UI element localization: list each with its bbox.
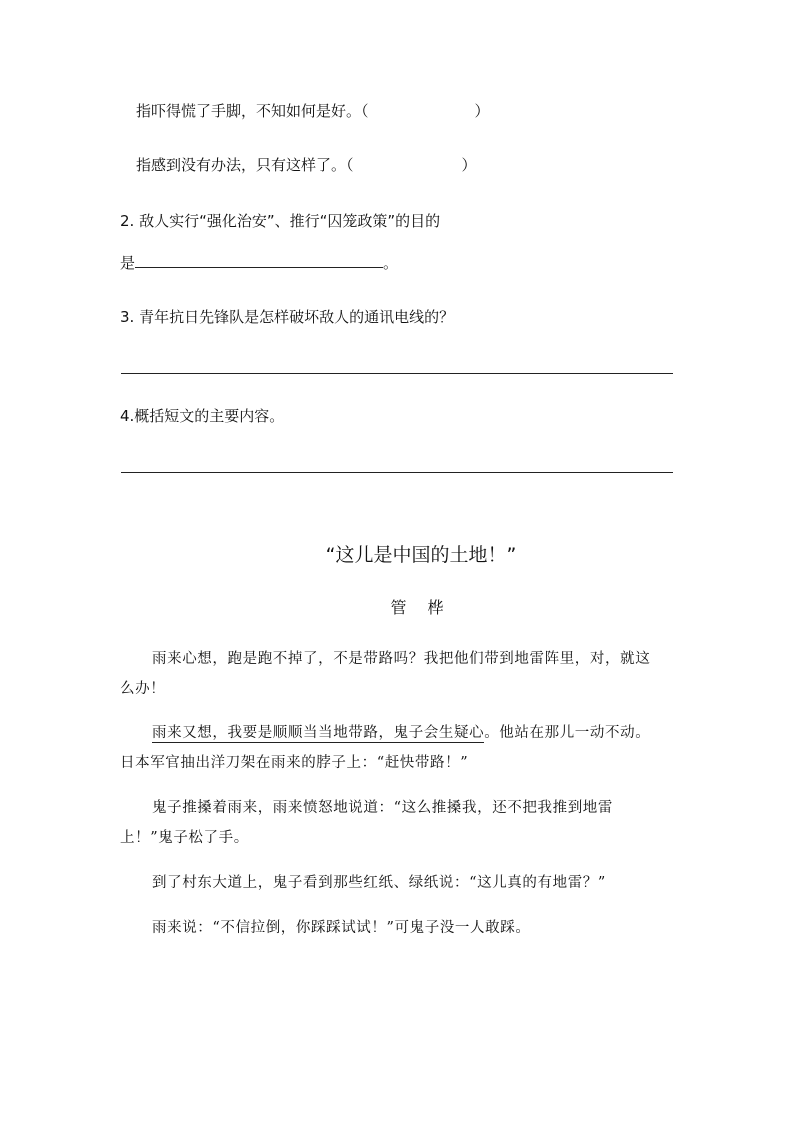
answer-paren-open: （ — [361, 102, 369, 120]
article-paragraph-5: 雨来说：“不信拉倒，你踩踩试试！”可鬼子没一人敢踩。 — [152, 920, 531, 936]
question-2-line2 — [120, 252, 398, 274]
article-paragraph-1-line2: 么办！ — [120, 681, 166, 697]
idiom-question-b — [136, 154, 477, 176]
question-3: 3. 青年抗日先锋队是怎样破坏敌人的通讯电线的？ — [120, 308, 455, 326]
question-2-suffix: 。 — [383, 254, 399, 272]
article-paragraph-3-line2: 上！”鬼子松了手。 — [120, 830, 249, 846]
answer-paren-open: （ — [346, 156, 354, 174]
answer-paren-close: ） — [474, 102, 490, 120]
question-4-answer-line[interactable] — [121, 472, 673, 473]
article-author: 管 桦 — [390, 598, 452, 617]
article-paragraph-4: 到了村东大道上，鬼子看到那些红纸、绿纸说：“这儿真的有地雷？” — [152, 875, 606, 891]
article-paragraph-2-line2: 日本军官抽出洋刀架在雨来的脖子上：“赶快带路！” — [120, 755, 469, 771]
article-title: “这儿是中国的土地！” — [325, 544, 517, 566]
article-paragraph-2-line1 — [152, 722, 650, 744]
underlined-sentence: 雨来又想，我要是顺顺当当地带路，鬼子会生疑心 — [152, 725, 485, 741]
question-2-line1: 2. 敌人实行“强化治安”、推行“囚笼政策”的目的 — [120, 212, 441, 230]
question-2-prefix: 是 — [120, 254, 136, 272]
article-paragraph-3-line1: 鬼子推搡着雨来，雨来愤怒地说道：“这么推搡我，还不把我推到地雷 — [152, 800, 614, 816]
idiom-question-b-text: 指感到没有办法，只有这样了。 — [136, 156, 347, 174]
idiom-question-a — [136, 100, 490, 122]
idiom-question-a-text: 指吓得慌了手脚，不知如何是好。 — [136, 102, 362, 120]
article-paragraph-1-line1: 雨来心想，跑是跑不掉了，不是带路吗？我把他们带到地雷阵里，对，就这 — [152, 651, 651, 667]
question-3-answer-line[interactable] — [121, 373, 673, 374]
question-2-answer-blank[interactable] — [135, 253, 383, 268]
article-paragraph-2-rest: 。他站在那儿一动不动。 — [484, 725, 651, 741]
answer-paren-close: ） — [461, 156, 477, 174]
question-4: 4.概括短文的主要内容。 — [120, 407, 285, 425]
